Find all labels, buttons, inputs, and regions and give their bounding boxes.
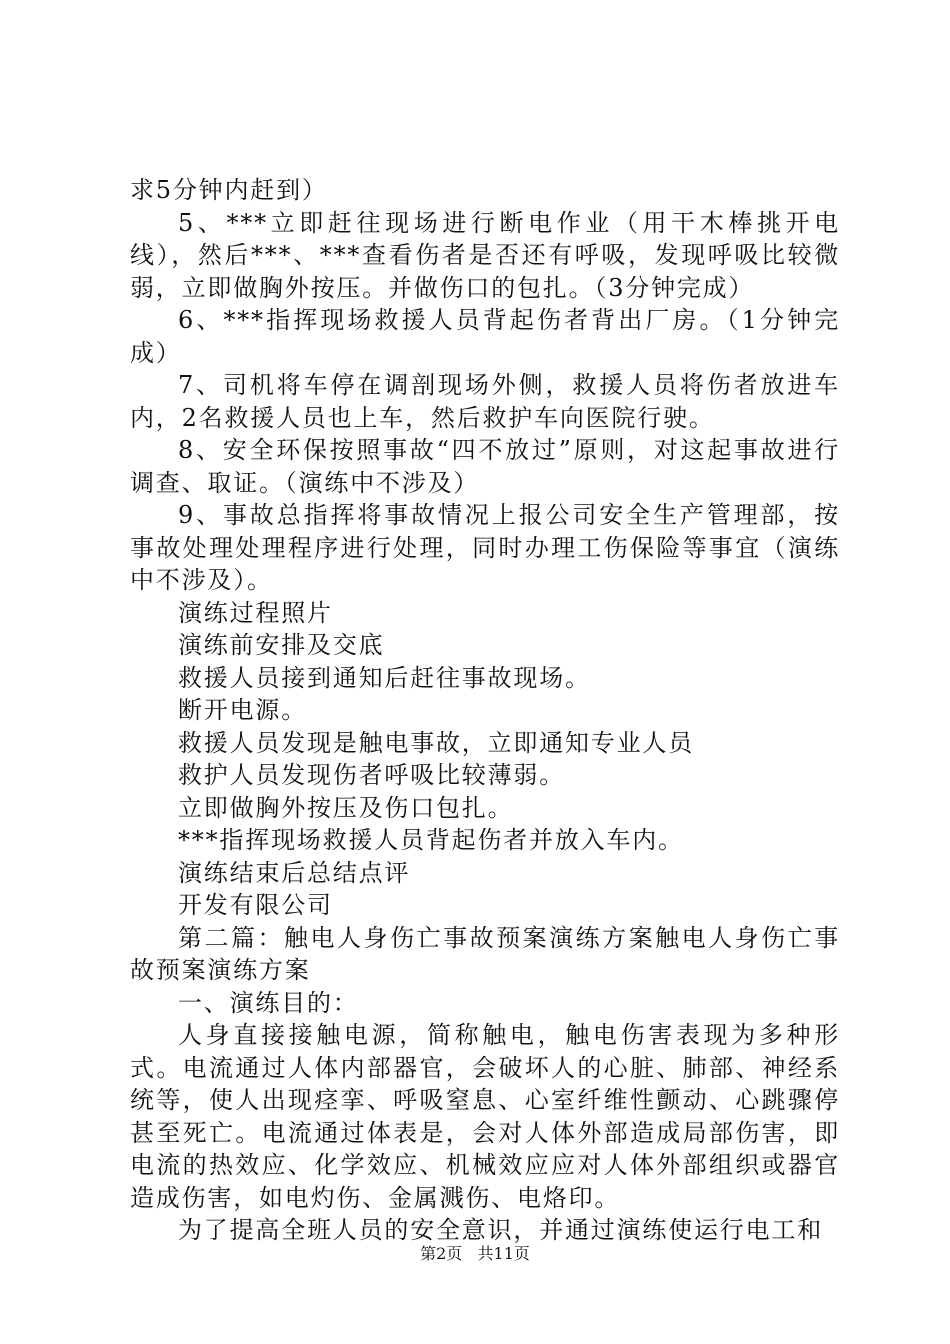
paragraph-continuation: 求5分钟内赶到） — [130, 176, 328, 204]
paragraph-step-8: 8、安全环保按照事故“四不放过”原则，对这起事故进行调查、取证。（演练中不涉及） — [130, 436, 840, 497]
paragraph-photo-caption: 演练前安排及交底 — [178, 631, 385, 659]
section-title-part-two: 第二篇：触电人身伤亡事故预案演练方案触电人身伤亡事故预案演练方案 — [130, 923, 840, 984]
paragraph-photo-caption: 立即做胸外按压及伤口包扎。 — [178, 793, 514, 822]
paragraph-step-5: 5、***立即赶往现场进行断电作业（用干木棒挑开电线），然后***、***查看伤者是否还有呼吸，发现呼吸比较微弱，立即做胸外按压。并做伤口的包扎。（3分钟完成） — [130, 208, 840, 302]
paragraph-photo-caption: 演练结束后总结点评 — [178, 858, 411, 887]
paragraph-step-6: 6、***指挥现场救援人员背起伤者背出厂房。（1分钟完成） — [130, 306, 840, 367]
paragraph-photos-heading: 演练过程照片 — [178, 598, 333, 627]
section-heading-purpose: 一、演练目的： — [178, 988, 359, 1017]
page-number: 第2页 — [420, 1244, 463, 1263]
page-separator — [467, 1244, 472, 1264]
page-total: 共11页 — [477, 1244, 530, 1263]
document-body — [130, 174, 840, 1247]
paragraph-photo-caption: ***指挥现场救援人员背起伤者并放入车内。 — [178, 826, 684, 854]
paragraph-photo-caption: 救护人员发现伤者呼吸比较薄弱。 — [178, 761, 565, 789]
paragraph-photo-caption: 救援人员接到通知后赶往事故现场。 — [178, 663, 591, 692]
paragraph-step-9: 9、事故总指挥将事故情况上报公司安全生产管理部，按事故处理处理程序进行处理，同时办理工伤保险等事宜（演练中不涉及）。 — [130, 501, 840, 594]
page-footer — [0, 1244, 950, 1264]
paragraph-purpose-continued: 为了提高全班人员的安全意识，并通过演练使运行电工和 — [178, 1216, 823, 1244]
paragraph-photo-caption: 断开电源。 — [178, 696, 307, 724]
paragraph-photo-caption: 救援人员发现是触电事故，立即通知专业人员 — [178, 728, 694, 757]
paragraph-step-7: 7、司机将车停在调剖现场外侧，救援人员将伤者放进车内，2名救援人员也上车，然后救护车向医院行驶。 — [130, 371, 840, 432]
paragraph-purpose-body: 人身直接接触电源，简称触电，触电伤害表现为多种形式。电流通过人体内部器官，会破坏人的心脏、肺部、神经系统等，使人出现痉挛、呼吸窒息、心室纤维性颤动、心跳骤停甚至死亡。电流通过体表是，会对人体外部造成局部伤害，即电流的热效应、化学效应、机械效应应对人体外部组织或器官造成伤害，如电灼伤、金属溅伤、电烙印。 — [130, 1021, 840, 1212]
paragraph-company: 开发有限公司 — [178, 891, 333, 919]
